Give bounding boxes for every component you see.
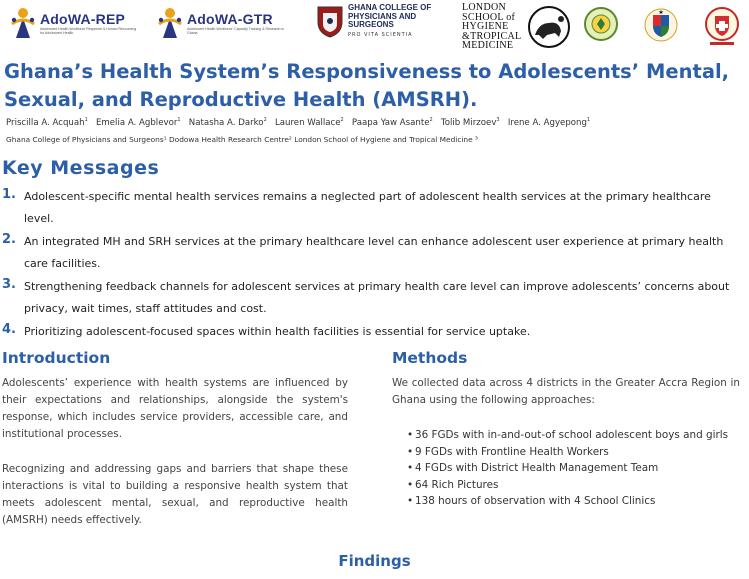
- key-message-number: 2.: [2, 232, 16, 247]
- methods-intro: We collected data across 4 districts in the Greater Accra Region in Ghana using the following approaches:: [392, 377, 740, 406]
- lshtm-emblem-icon: [525, 5, 573, 49]
- ghana-college-line3: SURGEONS: [348, 20, 394, 30]
- poster-title: Ghana’s Health System’s Responsiveness to Adolescents’ Mental, Sexual, and Reproductive Health (AMSRH).: [4, 60, 730, 111]
- adowa-gtr-logo: [155, 4, 287, 42]
- key-message-item: [2, 321, 742, 343]
- key-messages-heading: Key Messages: [2, 157, 160, 179]
- ghana-college-line2: PHYSICIANS AND: [348, 11, 417, 21]
- logo-bar: [0, 0, 749, 52]
- key-message-item: [2, 231, 742, 275]
- author-name: Irene A. Agyepong: [507, 117, 587, 128]
- author-name: Paapa Yaw Asante: [351, 117, 430, 128]
- adowa-gtr-subtitle: Adolescent Health Workforce: Capacity Training & Research in Ghana: [187, 27, 285, 35]
- methods-list-item: • 138 hours of observation with 4 School Clinics: [407, 493, 742, 510]
- ghana-college-crest-icon: [316, 4, 344, 38]
- key-message-text: Adolescent-specific mental health services remains a neglected part of adolescent health services at the primary healthcare level.: [24, 190, 711, 225]
- green-seal-icon: [583, 6, 619, 42]
- author-list: [6, 117, 590, 128]
- adowa-gtr-name: AdoWA-GTR: [187, 11, 273, 27]
- ghana-college-motto: PRO VITA SCIENTIA: [348, 31, 413, 38]
- key-message-text: Strengthening feedback channels for adolescent services at primary health care level can improve adolescents’ concerns about privacy, wait times, staff attitudes and cost.: [24, 280, 730, 315]
- key-message-text: An integrated MH and SRH services at the primary healthcare level can enhance adolescent user experience at primary health care facilities.: [24, 235, 724, 270]
- adowa-rep-name: AdoWA-REP: [40, 11, 126, 27]
- author-affiliation-number: 2: [263, 117, 267, 123]
- ghana-college-logo: [316, 4, 431, 38]
- author-name: Lauren Wallace: [274, 117, 341, 128]
- author-affiliation-number: 1: [177, 117, 181, 123]
- lshtm-line2: SCHOOL of: [462, 11, 516, 23]
- author-affiliation-number: 2: [340, 117, 344, 123]
- affiliations: Ghana College of Physicians and Surgeons¹ Dodowa Health Research Centre² London School of Hygiene and Tropical Medicine ³: [6, 135, 478, 144]
- adowa-gtr-emblem-icon: [155, 4, 185, 42]
- lshtm-line3: HYGIENE: [462, 21, 509, 32]
- methods-list-item: • 36 FGDs with in-and-out-of school adolescent boys and girls: [407, 427, 742, 444]
- ghana-coat-of-arms-icon: [644, 6, 678, 44]
- key-message-item: [2, 276, 742, 320]
- methods-list-item: • 64 Rich Pictures: [407, 477, 742, 494]
- key-message-number: 4.: [2, 322, 16, 337]
- lshtm-line5: MEDICINE: [462, 40, 514, 51]
- author-affiliation-number: 1: [84, 117, 88, 123]
- key-message-number: 1.: [2, 187, 16, 202]
- ghana-college-line1: GHANA COLLEGE OF: [348, 3, 432, 13]
- methods-list-item: • 4 FGDs with District Health Management Team: [407, 460, 742, 477]
- adowa-rep-logo: [8, 4, 140, 42]
- introduction-paragraph-2: Recognizing and addressing gaps and barriers that shape these interactions is vital to building a responsive health system that meets adolescent mental, sexual, and reproductive health (AMSRH) needs effectively.: [2, 463, 348, 526]
- author-name: Priscilla A. Acquah: [6, 117, 85, 128]
- author-name: Natasha A. Darko: [188, 117, 264, 128]
- key-message-item: [2, 186, 742, 230]
- key-message-number: 3.: [2, 277, 16, 292]
- methods-list-item: • 9 FGDs with Frontline Health Workers: [407, 444, 742, 461]
- lshtm-logo: [462, 3, 573, 51]
- author-affiliation-number: 2: [429, 117, 433, 123]
- adowa-rep-subtitle: Adolescent Health Workforce Response & Human Resourcing for Adolescent Health: [40, 27, 137, 35]
- methods-list: [407, 427, 742, 510]
- introduction-paragraph-1: Adolescents’ experience with health systems are influenced by their expectations and relationships, alongside the system's response, which includes service providers, accessible care, and institutional processes.: [2, 377, 348, 440]
- author-name: Tolib Mirzoev: [440, 117, 497, 128]
- findings-heading: Findings: [338, 552, 411, 570]
- methods-heading: Methods: [392, 349, 468, 367]
- ghana-health-service-logo-icon: [704, 4, 740, 48]
- author-name: Emelia A. Agblevor: [95, 117, 178, 128]
- author-affiliation-number: 1: [586, 117, 591, 123]
- key-message-text: Prioritizing adolescent-focused spaces within health facilities is essential for service uptake.: [24, 325, 531, 338]
- author-affiliation-number: 3: [496, 117, 500, 123]
- lshtm-line4: &TROPICAL: [462, 30, 522, 42]
- introduction-heading: Introduction: [2, 349, 111, 367]
- lshtm-line1: LONDON: [462, 2, 507, 13]
- adowa-rep-emblem-icon: [8, 4, 38, 42]
